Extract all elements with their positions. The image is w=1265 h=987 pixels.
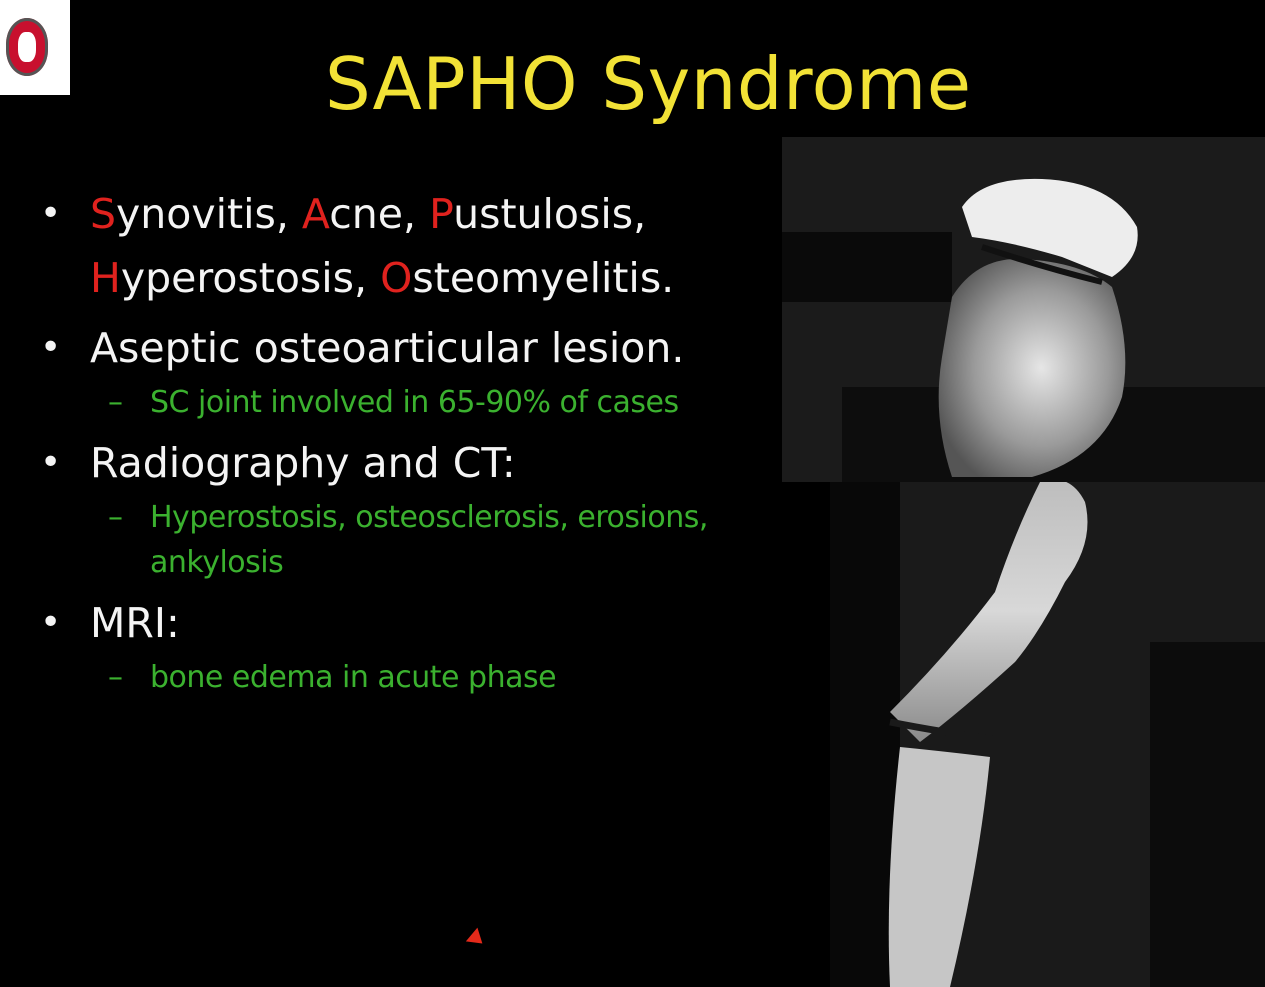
bullet-aseptic-lesion: • Aseptic osteoarticular lesion. bbox=[40, 316, 800, 380]
acronym-segment-2-0: H bbox=[90, 254, 121, 302]
slide-title: SAPHO Syndrome bbox=[325, 42, 972, 126]
university-logo bbox=[0, 0, 70, 95]
bullet-radiography-ct: • Radiography and CT: bbox=[40, 431, 800, 495]
acronym-segment-2-3: steomyelitis. bbox=[412, 254, 675, 302]
ct-image-sternoclavicular-axial bbox=[782, 137, 1265, 482]
slide-body bbox=[40, 182, 800, 700]
acronym-segment-1-2: A bbox=[301, 190, 330, 238]
ct-image-sternoclavicular-coronal bbox=[830, 482, 1265, 987]
bullet-mri: • MRI: bbox=[40, 591, 800, 655]
sub-ct-findings bbox=[40, 495, 800, 585]
sub-sc-joint: – SC joint involved in 65-90% of cases bbox=[40, 380, 800, 425]
acronym-segment-1-5: ustulosis, bbox=[453, 190, 647, 238]
acronym-line-1 bbox=[90, 182, 800, 246]
acronym-segment-1-0: S bbox=[90, 190, 117, 238]
acronym-segment-2-2: O bbox=[380, 254, 413, 302]
sub-ct-findings-line-1: Hyperostosis, osteosclerosis, erosions, bbox=[150, 500, 708, 535]
sub-ct-findings-line-2: ankylosis bbox=[150, 545, 284, 580]
acronym-line-2 bbox=[90, 246, 800, 310]
mouse-pointer-icon bbox=[466, 928, 488, 951]
acronym-segment-1-1: ynovitis, bbox=[116, 190, 302, 238]
acronym-segment-1-3: cne, bbox=[329, 190, 430, 238]
sub-mri-findings: – bone edema in acute phase bbox=[40, 655, 800, 700]
block-o-logo-icon bbox=[6, 18, 48, 76]
acronym-segment-2-1: yperostosis, bbox=[120, 254, 381, 302]
bullet-sapho-acronym bbox=[40, 182, 800, 310]
acronym-segment-1-4: P bbox=[429, 190, 454, 238]
